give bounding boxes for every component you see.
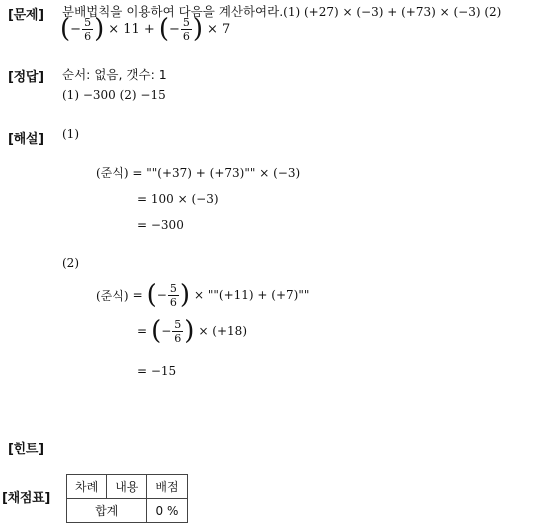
p2-equals: = — [132, 288, 143, 302]
explanation-part1-number: (1) — [62, 127, 79, 141]
p2-frac-den: 6 — [169, 295, 177, 309]
explanation-label: [해설] — [8, 132, 44, 147]
p2-minus-2: − — [161, 324, 172, 338]
scoring-header-points: 배점 — [147, 475, 187, 499]
scoring-header-order: 차례 — [67, 475, 107, 499]
p2-line1 — [96, 282, 309, 308]
minus-sign: − — [70, 21, 82, 37]
fraction-denominator: 6 — [84, 29, 92, 43]
problem-label: [문제] — [8, 8, 44, 23]
p2-line1-tail: × ""(+11) + (+7)"" — [194, 288, 310, 302]
fraction-numerator-2: 5 — [182, 15, 190, 29]
hint-label: [힌트] — [8, 442, 44, 457]
p2-frac-num-2: 5 — [174, 317, 182, 331]
p2-line2-tail: × (+18) — [198, 324, 247, 338]
p2-frac-num: 5 — [169, 281, 177, 295]
problem-line2 — [60, 16, 230, 42]
fraction-five-sixths-2 — [181, 17, 192, 42]
p2-paren-open: ( — [146, 280, 157, 310]
fraction-numerator: 5 — [84, 15, 92, 29]
expression-end: × 7 — [207, 21, 231, 37]
minus-sign-2: − — [168, 21, 180, 37]
explanation-part2-number: (2) — [62, 256, 79, 270]
p2-frac-den-2: 6 — [174, 331, 182, 345]
expression-middle: × 11 + — [108, 21, 155, 37]
paren-open: ( — [60, 14, 71, 44]
paren-open-2: ( — [158, 14, 169, 44]
fraction-five-sixths — [82, 17, 93, 42]
p2-paren-close-2: ) — [184, 316, 195, 346]
p2-line3: = −15 — [137, 364, 177, 378]
p1-lhs: (준식) — [96, 166, 129, 180]
answer-values: (1) −300 (2) −15 — [62, 88, 166, 102]
scoring-header-row — [67, 475, 188, 499]
p1-line1 — [96, 164, 300, 181]
answer-order-count: 순서: 없음, 갯수: 1 — [62, 67, 167, 82]
scoring-label: [채점표] — [2, 491, 51, 506]
paren-close: ) — [94, 14, 105, 44]
fraction-denominator-2: 6 — [182, 29, 190, 43]
p2-line2 — [137, 318, 247, 344]
p2-paren-open-2: ( — [151, 316, 162, 346]
scoring-total-value: 0 % — [147, 499, 187, 523]
paren-close-2: ) — [192, 14, 204, 44]
p2-fraction-2 — [172, 319, 183, 344]
scoring-total-label: 합계 — [67, 499, 147, 523]
scoring-total-row — [67, 499, 188, 523]
problem-instruction: 분배법칙을 이용하여 다음을 계산하여라. — [62, 4, 284, 19]
answer-label: [정답] — [8, 70, 44, 85]
p2-minus: − — [156, 288, 167, 302]
p2-fraction — [168, 283, 179, 308]
p1-line3: = −300 — [137, 218, 184, 232]
p2-equals-2: = — [137, 324, 148, 338]
scoring-table — [66, 474, 188, 523]
p1-rhs: = ""(+37) + (+73)"" × (−3) — [132, 166, 301, 180]
p2-lhs: (준식) — [96, 288, 129, 303]
p1-line2: = 100 × (−3) — [137, 192, 219, 206]
scoring-header-content: 내용 — [107, 475, 147, 499]
p2-paren-close: ) — [179, 280, 190, 310]
problem-expression-1: (1) (+27) × (−3) + (+73) × (−3) (2) — [283, 5, 502, 19]
